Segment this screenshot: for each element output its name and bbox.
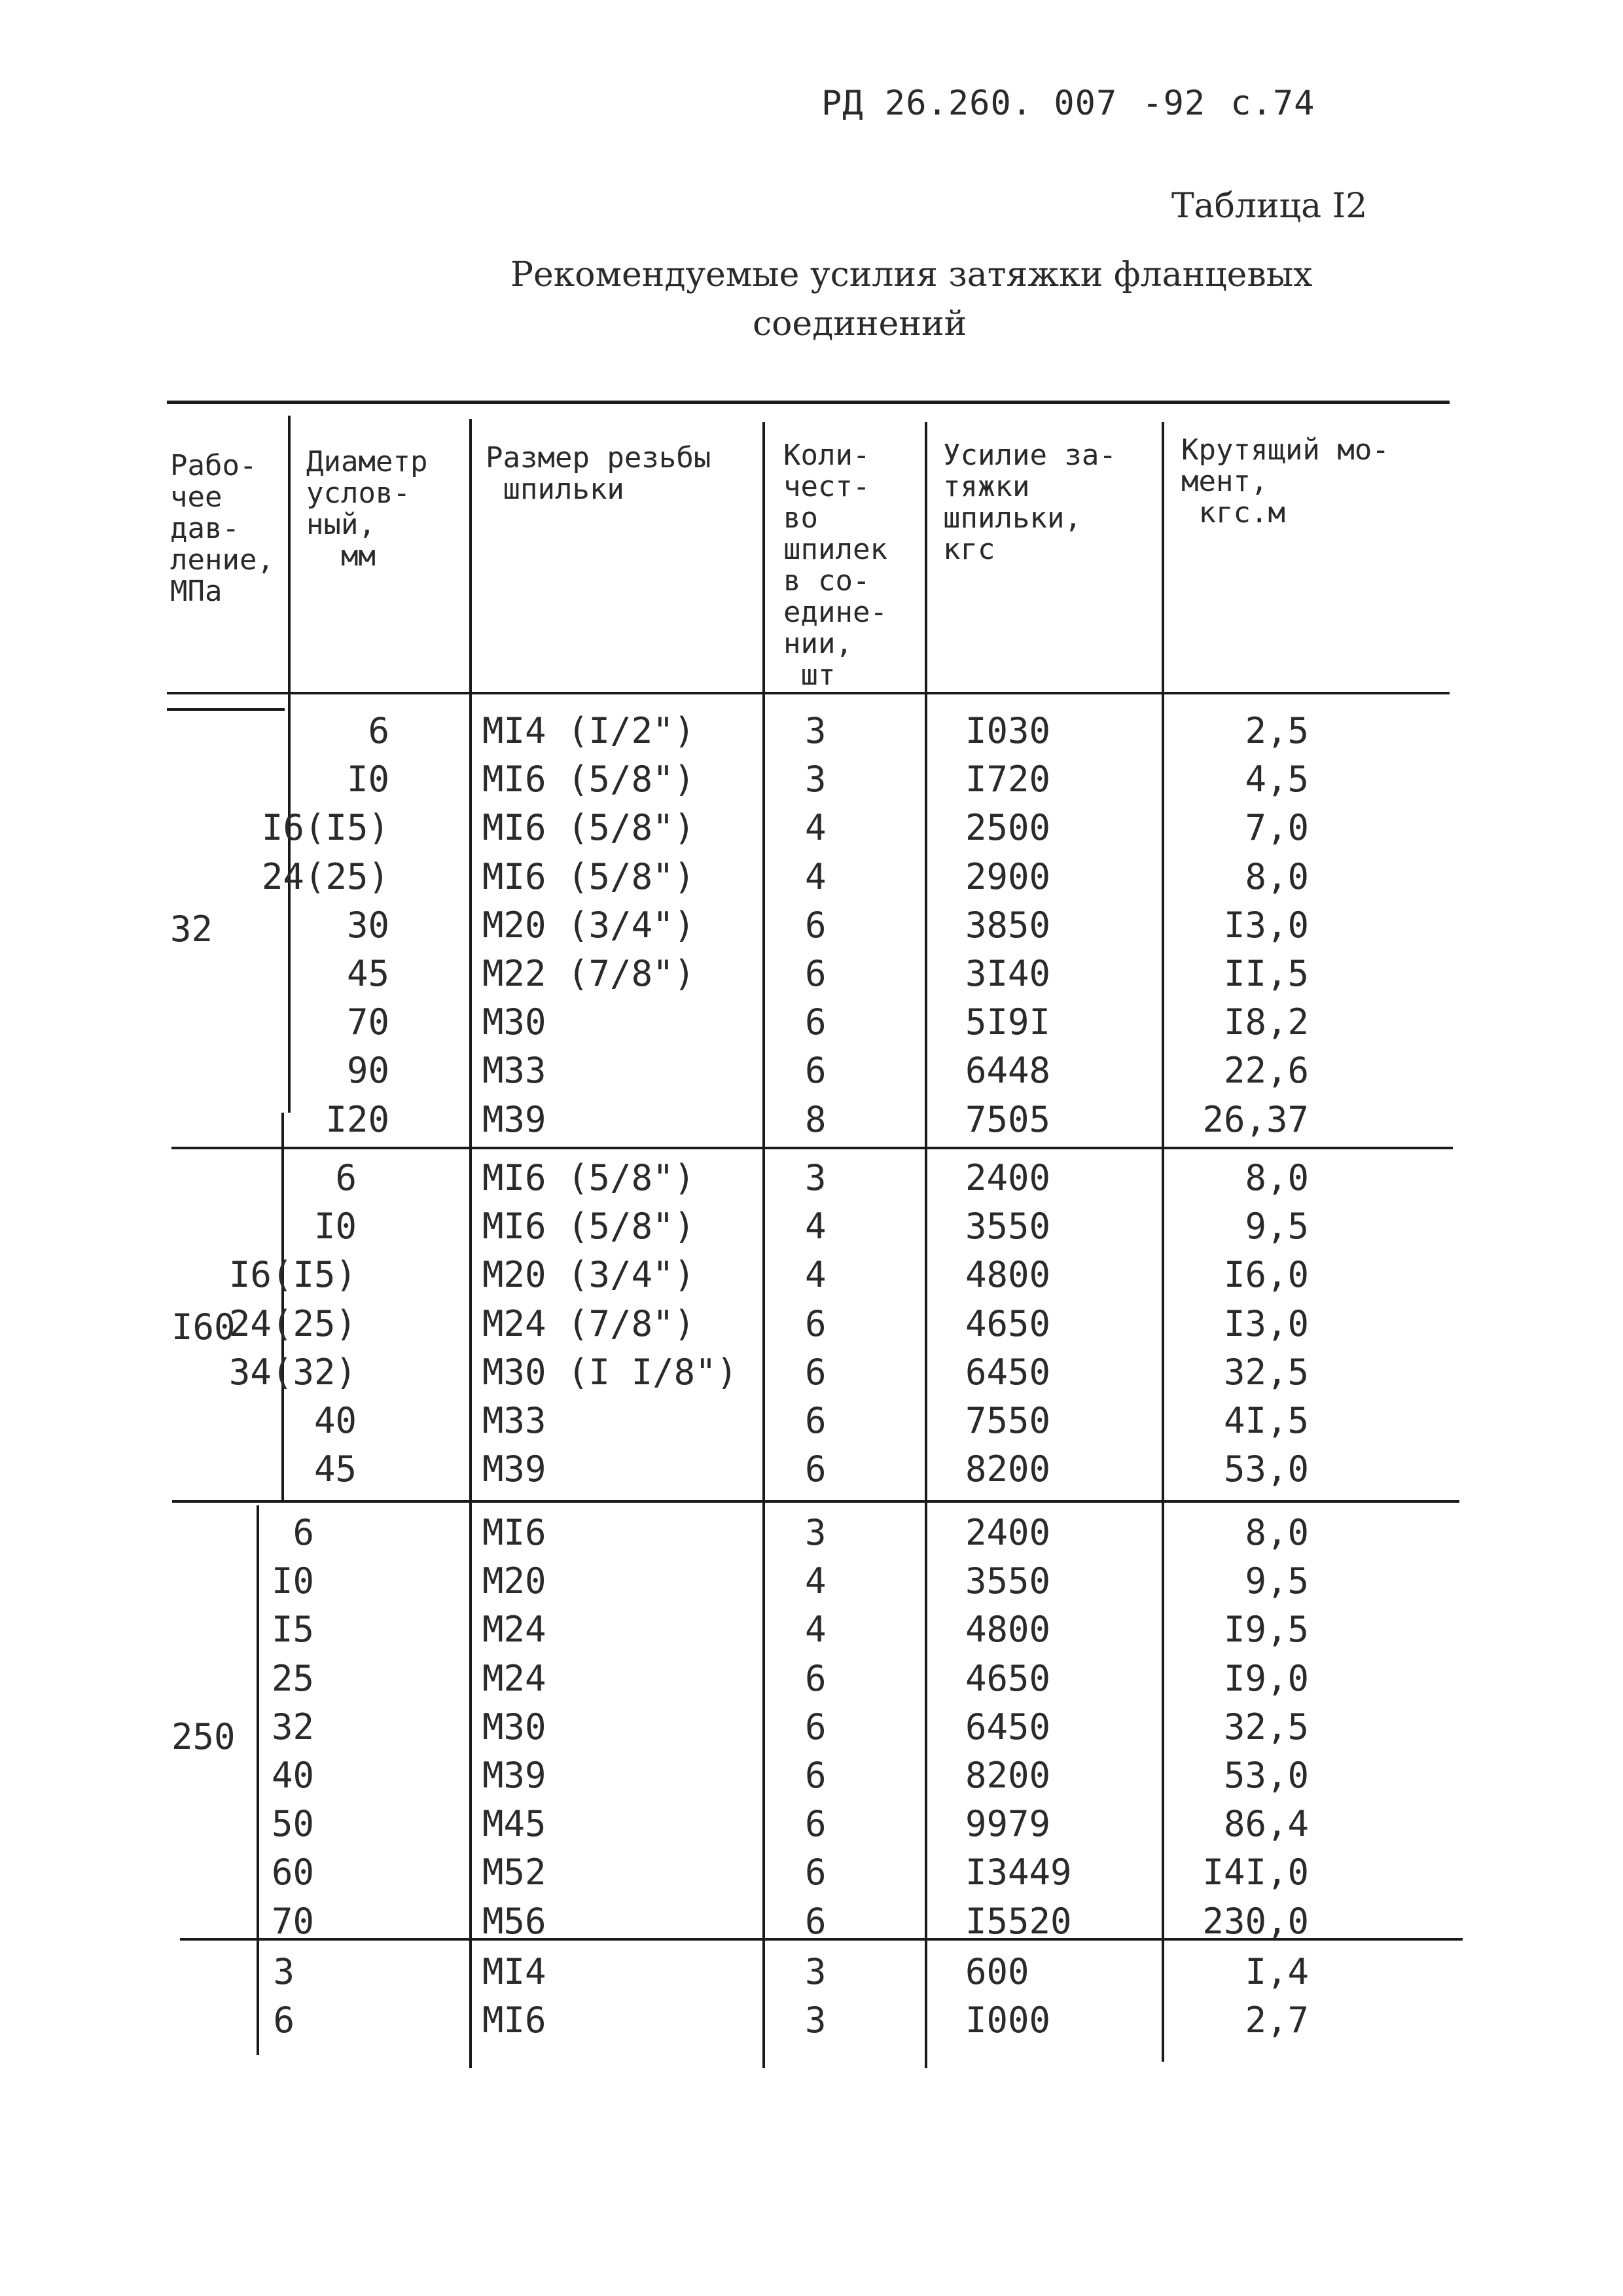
stud-count-cell: 8 <box>805 1098 827 1140</box>
force-cell: 2500 <box>965 807 1051 849</box>
group-separator-rule <box>171 1147 1453 1149</box>
diameter-cell: 70 <box>346 1001 389 1043</box>
thread-cell: М30 <box>482 1001 546 1043</box>
torque-cell: I3,0 <box>1223 904 1309 946</box>
stud-count-cell: 6 <box>805 904 827 946</box>
stud-count-cell: 6 <box>805 1400 827 1441</box>
thread-cell: М20 (3/4") <box>482 904 696 946</box>
force-cell: 2400 <box>965 1512 1051 1553</box>
diameter-cell: 6 <box>273 2000 294 2041</box>
force-cell: 2900 <box>965 855 1051 897</box>
torque-cell: 230,0 <box>1202 1900 1309 1942</box>
thread-cell: М30 (I I/8") <box>482 1351 738 1393</box>
torque-cell: I,4 <box>1245 1951 1309 1992</box>
torque-cell: 32,5 <box>1223 1351 1309 1393</box>
torque-cell: 8,0 <box>1245 1512 1309 1553</box>
force-cell: 3550 <box>965 1560 1051 1602</box>
thread-cell: М39 <box>482 1448 546 1490</box>
col-header-diameter: Диаметр услов- ный, мм <box>306 445 428 573</box>
thread-cell: МI6 (5/8") <box>482 1206 696 1247</box>
column-rule <box>925 422 927 2068</box>
col-header-stud-count: Коли- чест- во шпилек в со- едине- нии, шт <box>783 439 887 692</box>
diameter-cell: 25 <box>271 1657 314 1699</box>
torque-cell: 32,5 <box>1223 1706 1309 1748</box>
torque-cell: 4I,5 <box>1223 1400 1309 1441</box>
force-cell: 2400 <box>965 1157 1051 1198</box>
thread-cell: М24 <box>482 1609 546 1651</box>
torque-cell: 8,0 <box>1245 855 1309 897</box>
force-cell: I3449 <box>965 1852 1072 1893</box>
thread-cell: М52 <box>482 1852 546 1893</box>
force-cell: 3I40 <box>965 953 1051 994</box>
thread-cell: МI4 (I/2") <box>482 710 696 751</box>
group-separator-rule <box>167 708 285 711</box>
force-cell: I030 <box>965 710 1051 751</box>
stud-count-cell: 6 <box>805 1755 827 1796</box>
thread-cell: М22 (7/8") <box>482 953 696 994</box>
thread-cell: МI6 (5/8") <box>482 855 696 897</box>
stud-count-cell: 6 <box>805 1050 827 1092</box>
force-cell: 4800 <box>965 1609 1051 1651</box>
thread-cell: МI6 (5/8") <box>482 759 696 800</box>
force-cell: 4650 <box>965 1657 1051 1699</box>
stud-count-cell: 6 <box>805 953 827 994</box>
torque-cell: II,5 <box>1223 953 1309 994</box>
torque-cell: I4I,0 <box>1202 1852 1309 1893</box>
stud-count-cell: 6 <box>805 1001 827 1043</box>
group-separator-rule <box>172 1500 1459 1503</box>
diameter-cell: 24(25) <box>261 855 389 897</box>
torque-cell: 26,37 <box>1202 1098 1309 1140</box>
diameter-cell: I6(I5) <box>228 1254 357 1296</box>
stud-count-cell: 6 <box>805 1900 827 1942</box>
thread-cell: М39 <box>482 1098 546 1140</box>
torque-cell: 22,6 <box>1223 1050 1309 1092</box>
diameter-cell: 50 <box>271 1803 314 1845</box>
thread-cell: МI6 <box>482 1512 546 1553</box>
thread-cell: М39 <box>482 1755 546 1796</box>
diameter-cell: I0 <box>271 1560 314 1602</box>
diameter-cell: 6 <box>335 1157 357 1198</box>
diameter-cell: I0 <box>346 759 389 800</box>
force-cell: 9979 <box>965 1803 1051 1845</box>
page-number: с.74 <box>1230 84 1315 123</box>
force-cell: 4650 <box>965 1302 1051 1344</box>
torque-cell: 2,7 <box>1245 2000 1309 2041</box>
force-cell: 3850 <box>965 904 1051 946</box>
force-cell: 3550 <box>965 1206 1051 1247</box>
torque-cell: 9,5 <box>1245 1560 1309 1602</box>
force-cell: 6450 <box>965 1351 1051 1393</box>
doc-year: -92 <box>1142 84 1206 123</box>
stud-count-cell: 3 <box>805 710 827 751</box>
torque-cell: I3,0 <box>1223 1302 1309 1344</box>
column-rule <box>1162 422 1164 2062</box>
thread-cell: М20 (3/4") <box>482 1254 696 1296</box>
stud-count-cell: 6 <box>805 1657 827 1699</box>
stud-count-cell: 4 <box>805 1609 827 1651</box>
diameter-cell: 45 <box>313 1448 357 1490</box>
force-cell: 8200 <box>965 1448 1051 1490</box>
torque-cell: I6,0 <box>1223 1254 1309 1296</box>
torque-cell: 7,0 <box>1245 807 1309 849</box>
force-cell: 600 <box>965 1951 1029 1992</box>
diameter-cell: 30 <box>346 904 389 946</box>
force-cell: 8200 <box>965 1755 1051 1796</box>
doc-code: РД 26.260. 007 <box>821 84 1118 123</box>
diameter-cell: 40 <box>313 1400 357 1441</box>
pressure-cell: 32 <box>170 908 213 950</box>
column-rule <box>469 419 472 2068</box>
diameter-cell: I5 <box>271 1609 314 1651</box>
diameter-cell: 45 <box>346 953 389 994</box>
torque-cell: I9,0 <box>1223 1657 1309 1699</box>
column-rule <box>288 416 291 1113</box>
stud-count-cell: 3 <box>805 1951 827 1992</box>
table-title-line-1: Рекомендуемые усилия затяжки фланцевых <box>510 255 1313 295</box>
diameter-cell: I0 <box>313 1206 357 1247</box>
stud-count-cell: 3 <box>805 759 827 800</box>
thread-cell: М24 <box>482 1657 546 1699</box>
stud-count-cell: 3 <box>805 1512 827 1553</box>
table-top-rule <box>167 401 1450 404</box>
diameter-cell: 3 <box>273 1951 294 1992</box>
stud-count-cell: 6 <box>805 1448 827 1490</box>
torque-cell: 9,5 <box>1245 1206 1309 1247</box>
thread-cell: МI6 <box>482 2000 546 2041</box>
header-bottom-rule <box>167 692 1450 694</box>
stud-count-cell: 6 <box>805 1852 827 1893</box>
diameter-cell: 6 <box>368 710 389 751</box>
force-cell: 4800 <box>965 1254 1051 1296</box>
stud-count-cell: 3 <box>805 1157 827 1198</box>
thread-cell: М24 (7/8") <box>482 1302 696 1344</box>
stud-count-cell: 6 <box>805 1351 827 1393</box>
thread-cell: М30 <box>482 1706 546 1748</box>
diameter-cell: I6(I5) <box>261 807 389 849</box>
stud-count-cell: 4 <box>805 1206 827 1247</box>
torque-cell: 8,0 <box>1245 1157 1309 1198</box>
torque-cell: 4,5 <box>1245 759 1309 800</box>
force-cell: 6450 <box>965 1706 1051 1748</box>
col-header-thread: Размер резьбы шпильки <box>486 441 711 506</box>
force-cell: 7550 <box>965 1400 1051 1441</box>
diameter-cell: 40 <box>271 1755 314 1796</box>
diameter-cell: 70 <box>271 1900 314 1942</box>
diameter-cell: 32 <box>271 1706 314 1748</box>
diameter-cell: 60 <box>271 1852 314 1893</box>
document-header <box>821 84 1340 123</box>
thread-cell: МI4 <box>482 1951 546 1992</box>
torque-cell: 53,0 <box>1223 1448 1309 1490</box>
column-rule <box>762 422 765 2068</box>
stud-count-cell: 6 <box>805 1803 827 1845</box>
pressure-cell: I60 <box>171 1306 236 1348</box>
thread-cell: М33 <box>482 1400 546 1441</box>
column-rule <box>257 1505 259 2055</box>
force-cell: I720 <box>965 759 1051 800</box>
force-cell: 5I9I <box>965 1001 1051 1043</box>
thread-cell: М45 <box>482 1803 546 1845</box>
thread-cell: М33 <box>482 1050 546 1092</box>
table-title-line-2: соединений <box>753 304 967 344</box>
torque-cell: 2,5 <box>1245 710 1309 751</box>
force-cell: 6448 <box>965 1050 1051 1092</box>
col-header-pressure: Рабо- чее дав- ление, МПа <box>170 449 274 608</box>
diameter-cell: 6 <box>293 1512 314 1553</box>
force-cell: I000 <box>965 2000 1051 2041</box>
thread-cell: М20 <box>482 1560 546 1602</box>
stud-count-cell: 6 <box>805 1302 827 1344</box>
force-cell: 7505 <box>965 1098 1051 1140</box>
pressure-cell: 250 <box>171 1716 236 1757</box>
stud-count-cell: 4 <box>805 1560 827 1602</box>
diameter-cell: I20 <box>325 1098 389 1140</box>
torque-cell: 86,4 <box>1223 1803 1309 1845</box>
diameter-cell: 24(25) <box>228 1302 357 1344</box>
force-cell: I5520 <box>965 1900 1072 1942</box>
stud-count-cell: 3 <box>805 2000 827 2041</box>
stud-count-cell: 4 <box>805 807 827 849</box>
thread-cell: М56 <box>482 1900 546 1942</box>
diameter-cell: 90 <box>346 1050 389 1092</box>
torque-cell: 53,0 <box>1223 1755 1309 1796</box>
thread-cell: МI6 (5/8") <box>482 1157 696 1198</box>
col-header-torque: Крутящий мо- мент, кгс.м <box>1181 433 1389 529</box>
torque-cell: I8,2 <box>1223 1001 1309 1043</box>
stud-count-cell: 4 <box>805 855 827 897</box>
stud-count-cell: 6 <box>805 1706 827 1748</box>
diameter-cell: 34(32) <box>228 1351 357 1393</box>
table-number: Таблица I2 <box>1171 187 1368 226</box>
col-header-force: Усилие за- тяжки шпильки, кгс <box>943 439 1116 566</box>
torque-cell: I9,5 <box>1223 1609 1309 1651</box>
thread-cell: МI6 (5/8") <box>482 807 696 849</box>
stud-count-cell: 4 <box>805 1254 827 1296</box>
